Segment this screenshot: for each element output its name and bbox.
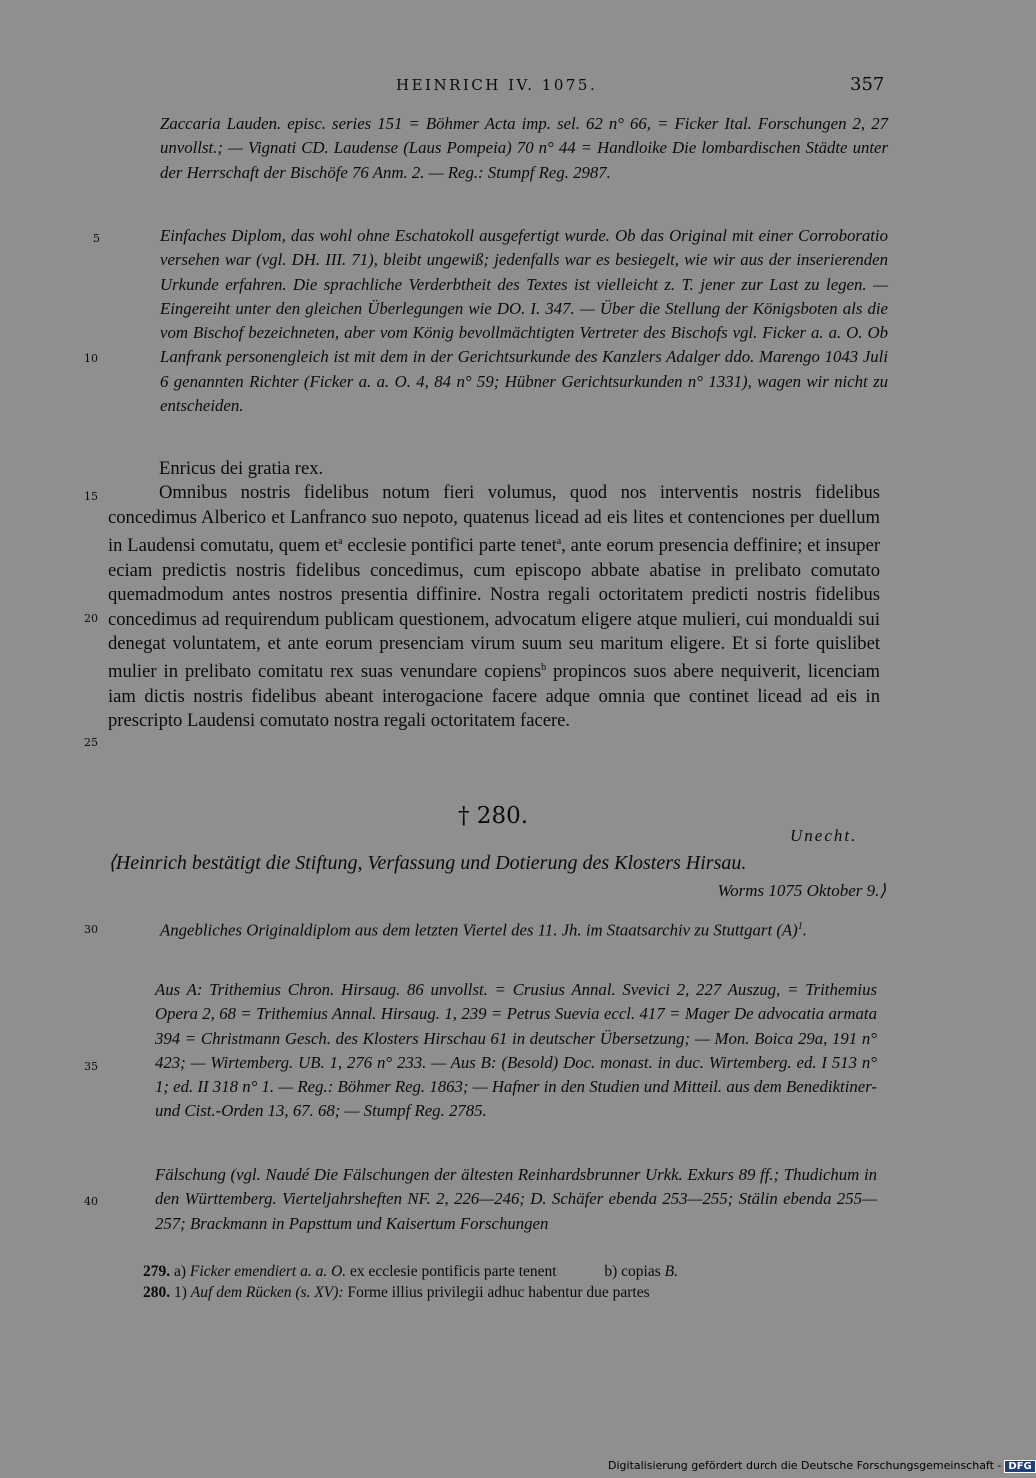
footnote-279: 279. a) Ficker emendiert a. a. O. ex ecclesie pontificis parte tenent b) copias B.	[143, 1263, 678, 1280]
line-number: 40	[84, 1195, 98, 1208]
regest-280	[108, 849, 888, 905]
sources-paragraph	[160, 112, 888, 185]
editions-text: Aus A: Trithemius Chron. Hirsaug. 86 unvollst. = Crusius Annal. Svevici 2, 227 Auszug, = Trithemius Opera 2, 68 = Trithemius Annal. Hirsaug. 1, 239 = Petrus Suevia eccl. 417 = Mager De advocatia armata 394 = Christmann Gesch. des Klosters Hirschau 61 in deutscher Übersetzung; — Mon. Boica 29a, 191 n° 423; — Wirtemberg. UB. 1, 276 n° 233. — Aus B: (Besold) Doc. monast. in duc. Wirtemberg. ed. I 513 n° 1; ed. II 318 n° 1. — Reg.: Böhmer Reg. 1863; — Hafner in den Studien und Mitteil. aus dem Benediktiner- und Cist.-Orden 13, 67. 68; — Stumpf Reg. 2785.	[155, 980, 877, 1121]
footnotes	[143, 1262, 888, 1303]
authenticity-note: Unecht.	[790, 826, 858, 845]
regest-date: Worms 1075 Oktober 9.⟩	[717, 881, 886, 900]
commentary-280-text: Fälschung (vgl. Naudé Die Fälschungen der ältesten Reinhardsbrunner Urkk. Exkurs 89 ff.; Thudichum in den Württemberg. Vierteljahrsheften NF. 2, 226—246; D. Schäfer ebenda 253—255; Stälin ebenda 255—257; Brackmann in Papsttum und Kaisertum Forschungen	[155, 1165, 877, 1233]
digitization-credit: Digitalisierung gefördert durch die Deutsche Forschungsgemeinschaft - DFG	[608, 1459, 1036, 1473]
footnote-mark-1: 1	[797, 921, 803, 932]
line-number: 25	[84, 736, 98, 749]
footnote-mark-a: a	[338, 536, 343, 548]
line-number: 5	[93, 232, 100, 245]
editions-280	[155, 978, 877, 1124]
footnote-280: 280. 1) Auf dem Rücken (s. XV): Forme illius privilegii adhuc habentur due partes	[143, 1283, 650, 1301]
footnote-mark-a: a	[556, 536, 562, 548]
commentary-279	[160, 224, 888, 418]
commentary-279-text: Einfaches Diplom, das wohl ohne Eschatokoll ausgefertigt wurde. Ob das Original mit einer Corroboratio versehen war (vgl. DH. III. 71), bleibt ungewiß; jedenfalls war es besiegelt, wie wir aus der inserierenden Urkunde erfahren. Die sprachliche Verderbtheit des Textes ist vielleicht z. T. jener zur Last zu legen. — Eingereiht unter den gleichen Überlegungen wie DO. I. 347. — Über die Stellung der Königsboten als die vom Bischof bezeichneten, aber vom König bevollmächtigten Vertreter des Bischofs vgl. Ficker a. a. O. Ob Lanfrank personengleich ist mit dem in der Gerichtsurkunde des Kanzlers Adalger ddo. Marengo 1043 Juli 6 genannten Richter (Ficker a. a. O. 4, 84 n° 59; Hübner Gerichtsurkunden n° 1331), wagen wir nicht zu entscheiden.	[160, 226, 888, 416]
charter-279	[108, 457, 880, 734]
tradition-text: Angebliches Originaldiplom aus dem letzten Viertel des 11. Jh. im Staatsarchiv zu Stuttgart $(A)^1$.	[160, 920, 807, 940]
sources-text: Zaccaria Lauden. episc. series 151 = Böhmer Acta imp. sel. 62 n° 66, = Ficker Ital. Forschungen 2, 27 unvollst.; — Vignati CD. Laudense (Laus Pompeia) 70 n° 44 = Handloike Die lombardischen Städte unter der Herrschaft der Bischöfe 76 Anm. 2. — Reg.: Stumpf Reg. 2987.	[160, 114, 888, 182]
commentary-280	[155, 1163, 877, 1236]
charter-opening: Enricus dei gratia rex.	[159, 458, 324, 479]
footnote-mark-b: b	[541, 662, 547, 674]
line-number: 20	[84, 612, 98, 625]
regest-text: ⟨Heinrich bestätigt die Stiftung, Verfassung und Dotierung des Klosters Hirsau.	[108, 852, 747, 874]
page-number: 357	[850, 74, 885, 95]
document-number: † 280.	[458, 803, 529, 829]
line-number: 10	[84, 352, 98, 365]
line-number: 15	[84, 490, 98, 503]
charter-body: Omnibus nostris fidelibus notum fieri volumus, quod nos interventis nostris fidelibus concedimus Alberico et Lanfranco suo nepoto, quatenus licead ad eis lites et contenciones per duellum in Laudensi comutatu, quem $et^a$ ecclesie pontifici parte tenet$^a$, ante eorum presencia deffinire; et insuper eciam predictis nostris fidelibus concedimus, cum episcopo abbate abatise in prelibato comutato quemadmodum antes nostros presentia diffinire. Nostra regali octoritatem predicti nostris fidelibus concedimus ad requirendum publicam questionem, advocatum eligere atque mulieri, cui mondualdi sui denegat voluntatem, et ante eorum presenciam virum suum seu maritum eligere. Et si forte quislibet mulier in prelibato comitatu rex suas venundare copiens$^b$ propincos suos abere nequiverit, licenciam iam dictis nostris fidelibus abeant interogacione facere adque omnia que continet licead ad eis in prescripto Laudensi comutato nostra regali octoritatem facere.	[108, 482, 881, 732]
line-number: 30	[84, 923, 98, 936]
running-header: HEINRICH IV. 1075.	[396, 76, 598, 94]
dfg-logo: DFG	[1004, 1460, 1035, 1473]
tradition-280	[160, 915, 878, 943]
line-number: 35	[84, 1060, 98, 1073]
